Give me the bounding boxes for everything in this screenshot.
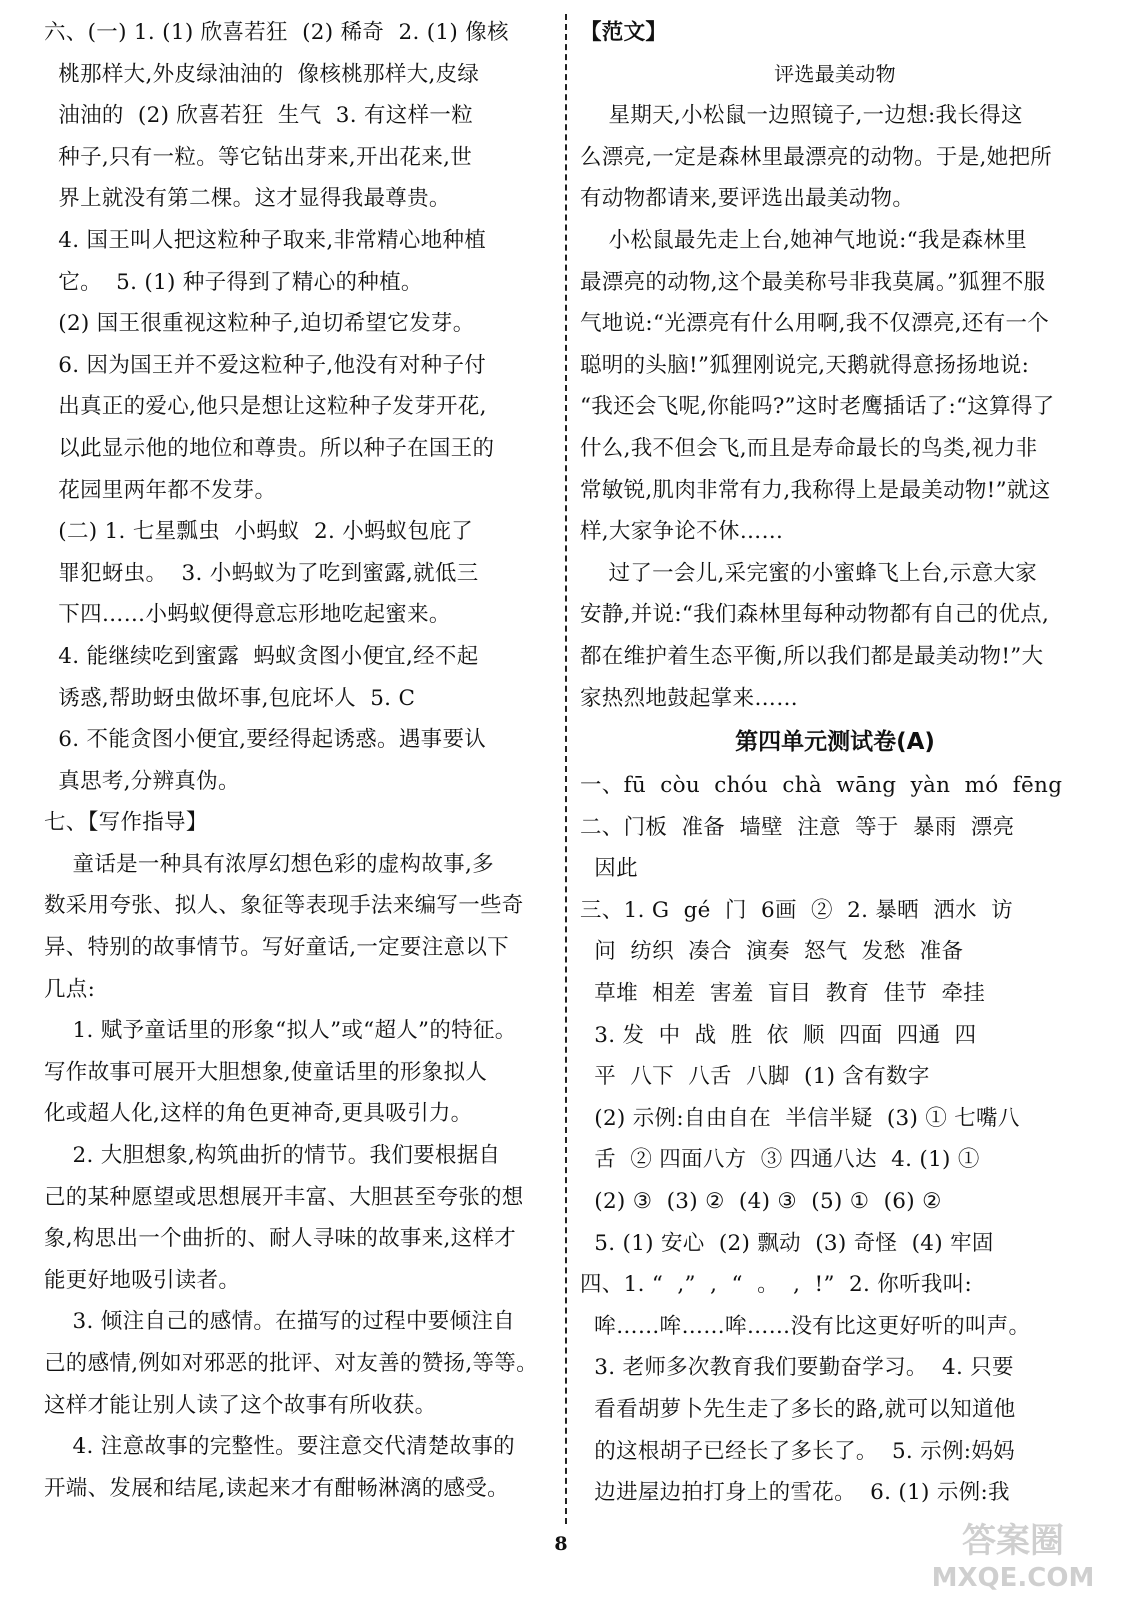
- answer-text-line: 一、fū còu chóu chà wāng yàn mó fēng: [580, 773, 1063, 799]
- left-text-line: 出真正的爱心,他只是想让这粒种子发芽开花,: [44, 394, 487, 420]
- left-text-line: 七、【写作指导】: [44, 810, 208, 836]
- left-text-line: 油油的 (2) 欣喜若狂 生气 3. 有这样一粒: [44, 103, 474, 129]
- essay-text-line: 样,大家争论不休……: [580, 519, 784, 545]
- left-text-line: (2) 国王很重视这粒种子,迫切希望它发芽。: [44, 311, 475, 337]
- answer-text-line: (2) ③ (3) ② (4) ③ (5) ① (6) ②: [580, 1189, 942, 1215]
- watermark-logo: [918, 1510, 1108, 1594]
- left-text-line: 1. 赋予童话里的形象“拟人”或“超人”的特征。: [44, 1018, 517, 1044]
- left-text-line: 写作故事可展开大胆想象,使童话里的形象拟人: [44, 1059, 488, 1085]
- answer-text-line: 5. (1) 安心 (2) 飘动 (3) 奇怪 (4) 牢固: [580, 1230, 994, 1256]
- svg-text:答案圈: 答案圈: [962, 1521, 1064, 1561]
- essay-text-line: 么漂亮,一定是森林里最漂亮的动物。于是,她把所: [580, 144, 1053, 170]
- left-text-line: 罪犯蚜虫。 3. 小蚂蚁为了吃到蜜露,就低三: [44, 560, 479, 586]
- essay-text-line: 最漂亮的动物,这个最美称号非我莫属。”狐狸不服: [580, 269, 1046, 295]
- essay-text-line: 聪明的头脑!”狐狸刚说完,天鹅就得意扬扬地说:: [580, 352, 1030, 378]
- left-text-line: 种子,只有一粒。等它钻出芽来,开出花来,世: [44, 144, 473, 170]
- left-text-line: 它。 5. (1) 种子得到了精心的种植。: [44, 269, 423, 295]
- answer-text-line: 三、1. G gé 门 6画 ② 2. 暴晒 洒水 访: [580, 897, 1013, 923]
- left-text-line: 6. 不能贪图小便宜,要经得起诱惑。遇事要认: [44, 727, 487, 753]
- right-column: [580, 12, 1090, 1514]
- essay-text-line: 气地说:“光漂亮有什么用啊,我不仅漂亮,还有一个: [580, 311, 1050, 337]
- left-text-line: 4. 注意故事的完整性。要注意交代清楚故事的: [44, 1434, 515, 1460]
- left-text-line: 2. 大胆想象,构筑曲折的情节。我们要根据自: [44, 1143, 501, 1169]
- essay-title: 评选最美动物: [774, 61, 896, 86]
- answer-text-line: 草堆 相差 害羞 盲目 教育 佳节 牵挂: [580, 981, 986, 1007]
- left-text-line: 以此显示他的地位和尊贵。所以种子在国王的: [44, 435, 495, 461]
- left-text-line: 能更好地吸引读者。: [44, 1267, 241, 1293]
- essay-text-line: “我还会飞呢,你能吗?”这时老鹰插话了:“这算得了: [580, 394, 1055, 420]
- left-text-line: 4. 国王叫人把这粒种子取来,非常精心地种植: [44, 227, 487, 253]
- essay-text-line: 小松鼠最先走上台,她神气地说:“我是森林里: [580, 227, 1027, 253]
- left-text-line: 桃那样大,外皮绿油油的 像核桃那样大,皮绿: [44, 61, 480, 87]
- essay-text-line: 星期天,小松鼠一边照镜子,一边想:我长得这: [580, 103, 1023, 129]
- answer-text-line: 3. 发 中 战 胜 依 顺 四面 四通 四: [580, 1022, 977, 1048]
- svg-text:MXQE.COM: MXQE.COM: [931, 1563, 1095, 1593]
- left-text-line: 象,构思出一个曲折的、耐人寻味的故事来,这样才: [44, 1226, 517, 1252]
- left-text-line: 这样才能让别人读了这个故事有所收获。: [44, 1392, 437, 1418]
- answer-text-line: 平 八下 八舌 八脚 (1) 含有数字: [580, 1064, 930, 1090]
- left-text-line: 诱惑,帮助蚜虫做坏事,包庇坏人 5. C: [44, 685, 416, 711]
- essay-text-line: 常敏锐,肌肉非常有力,我称得上是最美动物!”就这: [580, 477, 1051, 503]
- left-text-line: 花园里两年都不发芽。: [44, 477, 277, 503]
- answer-text-line: 舌 ② 四面八方 ③ 四通八达 4. (1) ①: [580, 1147, 980, 1173]
- left-text-line: 化或超人化,这样的角色更神奇,更具吸引力。: [44, 1101, 473, 1127]
- page-number: 8: [554, 1533, 568, 1555]
- essay-body: [580, 95, 1090, 719]
- answer-text-line: 二、门板 准备 墙壁 注意 等于 暴雨 漂亮: [580, 814, 1015, 840]
- left-text-line: 6. 因为国王并不爱这粒种子,他没有对种子付: [44, 352, 487, 378]
- left-text-line: 几点:: [44, 976, 96, 1002]
- essay-text-line: 过了一会儿,采完蜜的小蜜蜂飞上台,示意大家: [580, 560, 1038, 586]
- left-text-line: 童话是一种具有浓厚幻想色彩的虚构故事,多: [44, 851, 494, 877]
- essay-text-line: 什么,我不但会飞,而且是寿命最长的鸟类,视力非: [580, 435, 1038, 461]
- answer-text-line: 四、1. “ ,” , “ 。 , !” 2. 你听我叫:: [580, 1272, 973, 1298]
- answer-text-line: (2) 示例:自由自在 半信半疑 (3) ① 七嘴八: [580, 1105, 1020, 1131]
- answer-text-line: 边进屋边拍打身上的雪花。 6. (1) 示例:我: [580, 1480, 1010, 1506]
- answer-text-line: 看看胡萝卜先生走了多长的路,就可以知道他: [580, 1397, 1016, 1422]
- left-column: [44, 12, 554, 1509]
- answer-text-line: 因此: [580, 856, 638, 882]
- left-text-line: 异、特别的故事情节。写好童话,一定要注意以下: [44, 935, 509, 961]
- essay-text-line: 都在维护着生态平衡,所以我们都是最美动物!”大: [580, 643, 1044, 669]
- left-text-line: 数采用夸张、拟人、象征等表现手法来编写一些奇: [44, 893, 524, 919]
- left-text-line: 开端、发展和结尾,读起来才有酣畅淋漓的感受。: [44, 1475, 509, 1501]
- left-text-line: 己的某种愿望或思想展开丰富、大胆甚至夸张的想: [44, 1184, 524, 1210]
- left-text-line: 六、(一) 1. (1) 欣喜若狂 (2) 稀奇 2. (1) 像核: [44, 20, 509, 45]
- essay-text-line: 安静,并说:“我们森林里每种动物都有自己的优点,: [580, 602, 1050, 628]
- left-text-line: 真思考,分辨真伪。: [44, 768, 240, 794]
- answer-text-line: 的这根胡子已经长了多长了。 5. 示例:妈妈: [580, 1438, 1015, 1464]
- answers-body: [580, 765, 1090, 1514]
- left-text-line: 4. 能继续吃到蜜露 蚂蚁贪图小便宜,经不起: [44, 643, 479, 669]
- answer-text-line: 3. 老师多次教育我们要勤奋学习。 4. 只要: [580, 1355, 1014, 1381]
- left-text-line: 下四……小蚂蚁便得意忘形地吃起蜜来。: [44, 602, 451, 628]
- left-text-line: 界上就没有第二棵。这才显得我最尊贵。: [44, 186, 451, 212]
- left-text-line: 3. 倾注自己的感情。在描写的过程中要倾注自: [44, 1309, 515, 1335]
- left-text-line: 己的感情,例如对邪恶的批评、对友善的赞扬,等等。: [44, 1351, 538, 1376]
- column-divider: [565, 14, 567, 1524]
- essay-text-line: 有动物都请来,要评选出最美动物。: [580, 186, 915, 212]
- left-text-line: (二) 1. 七星瓢虫 小蚂蚁 2. 小蚂蚁包庇了: [44, 519, 474, 545]
- section-heading: 第四单元测试卷(A): [735, 729, 935, 756]
- sample-essay-label: 【范文】: [580, 20, 668, 45]
- answer-text-line: 问 纺织 凑合 演奏 怒气 发愁 准备: [580, 939, 964, 965]
- answer-text-line: 哞……哞……哞……没有比这更好听的叫声。: [580, 1313, 1031, 1339]
- essay-text-line: 家热烈地鼓起掌来……: [580, 685, 799, 711]
